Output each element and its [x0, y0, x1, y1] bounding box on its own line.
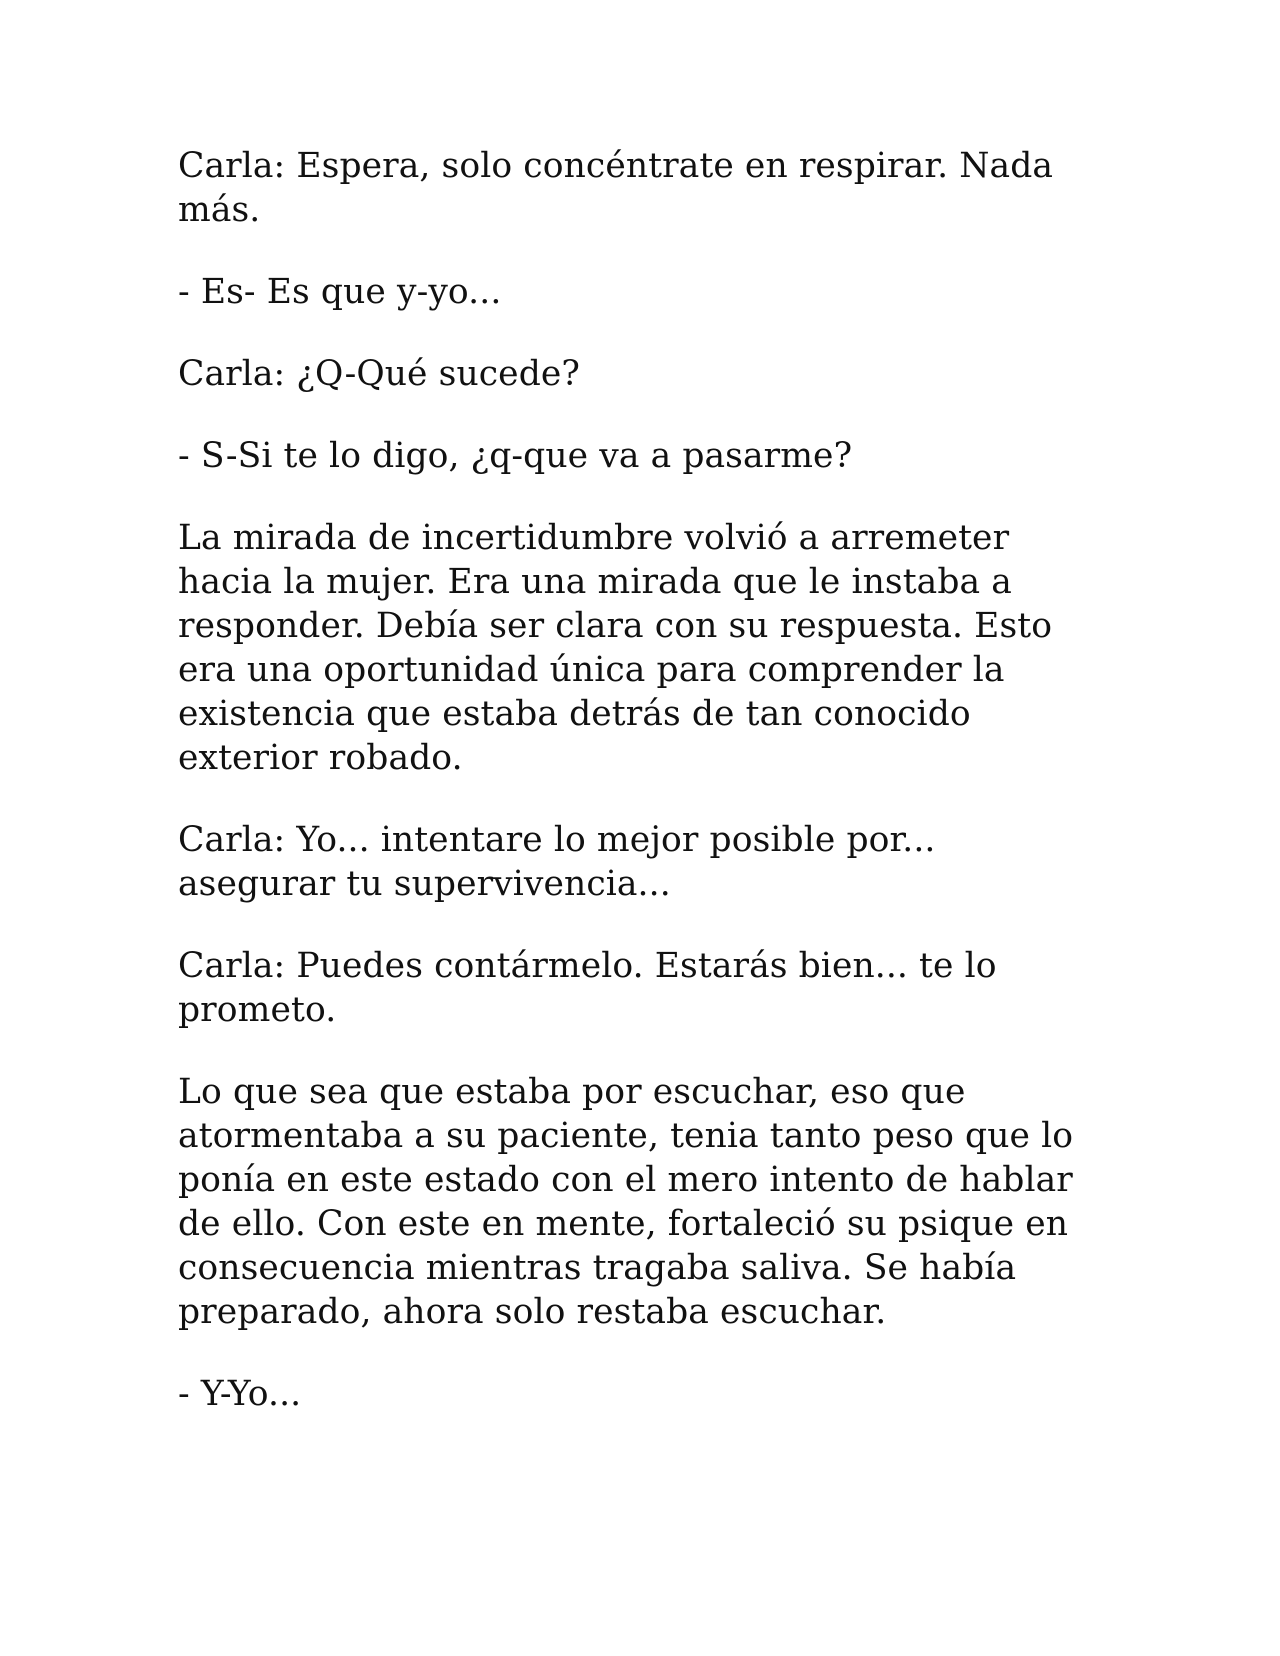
dialogue-paragraph: - S-Si te lo digo, ¿q-que va a pasarme?: [178, 436, 853, 476]
dialogue-paragraph: Carla: Puedes contármelo. Estarás bien... te lo prometo.: [178, 946, 997, 1030]
dialogue-paragraph: - Y-Yo...: [178, 1374, 302, 1414]
narration-paragraph: La mirada de incertidumbre volvió a arremeter hacia la mujer. Era una mirada que le instaba a responder. Debía ser clara con su respuesta. Esto era una oportunidad única para comprender la existencia que estaba detrás de tan conocido exterior robado.: [178, 518, 1053, 778]
dialogue-paragraph: Carla: ¿Q-Qué sucede?: [178, 354, 580, 394]
dialogue-paragraph: - Es- Es que y-yo...: [178, 272, 502, 312]
story-text: [178, 144, 1098, 1454]
dialogue-paragraph: Carla: Yo... intentare lo mejor posible por... asegurar tu supervivencia...: [178, 820, 936, 904]
dialogue-paragraph: Carla: Espera, solo concéntrate en respirar. Nada más.: [178, 146, 1054, 230]
narration-paragraph: Lo que sea que estaba por escuchar, eso que atormentaba a su paciente, tenia tanto peso que lo ponía en este estado con el mero intento de hablar de ello. Con este en mente, fortaleció su psique en consecuencia mientras tragaba saliva. Se había preparado, ahora solo restaba escuchar.: [178, 1072, 1074, 1332]
